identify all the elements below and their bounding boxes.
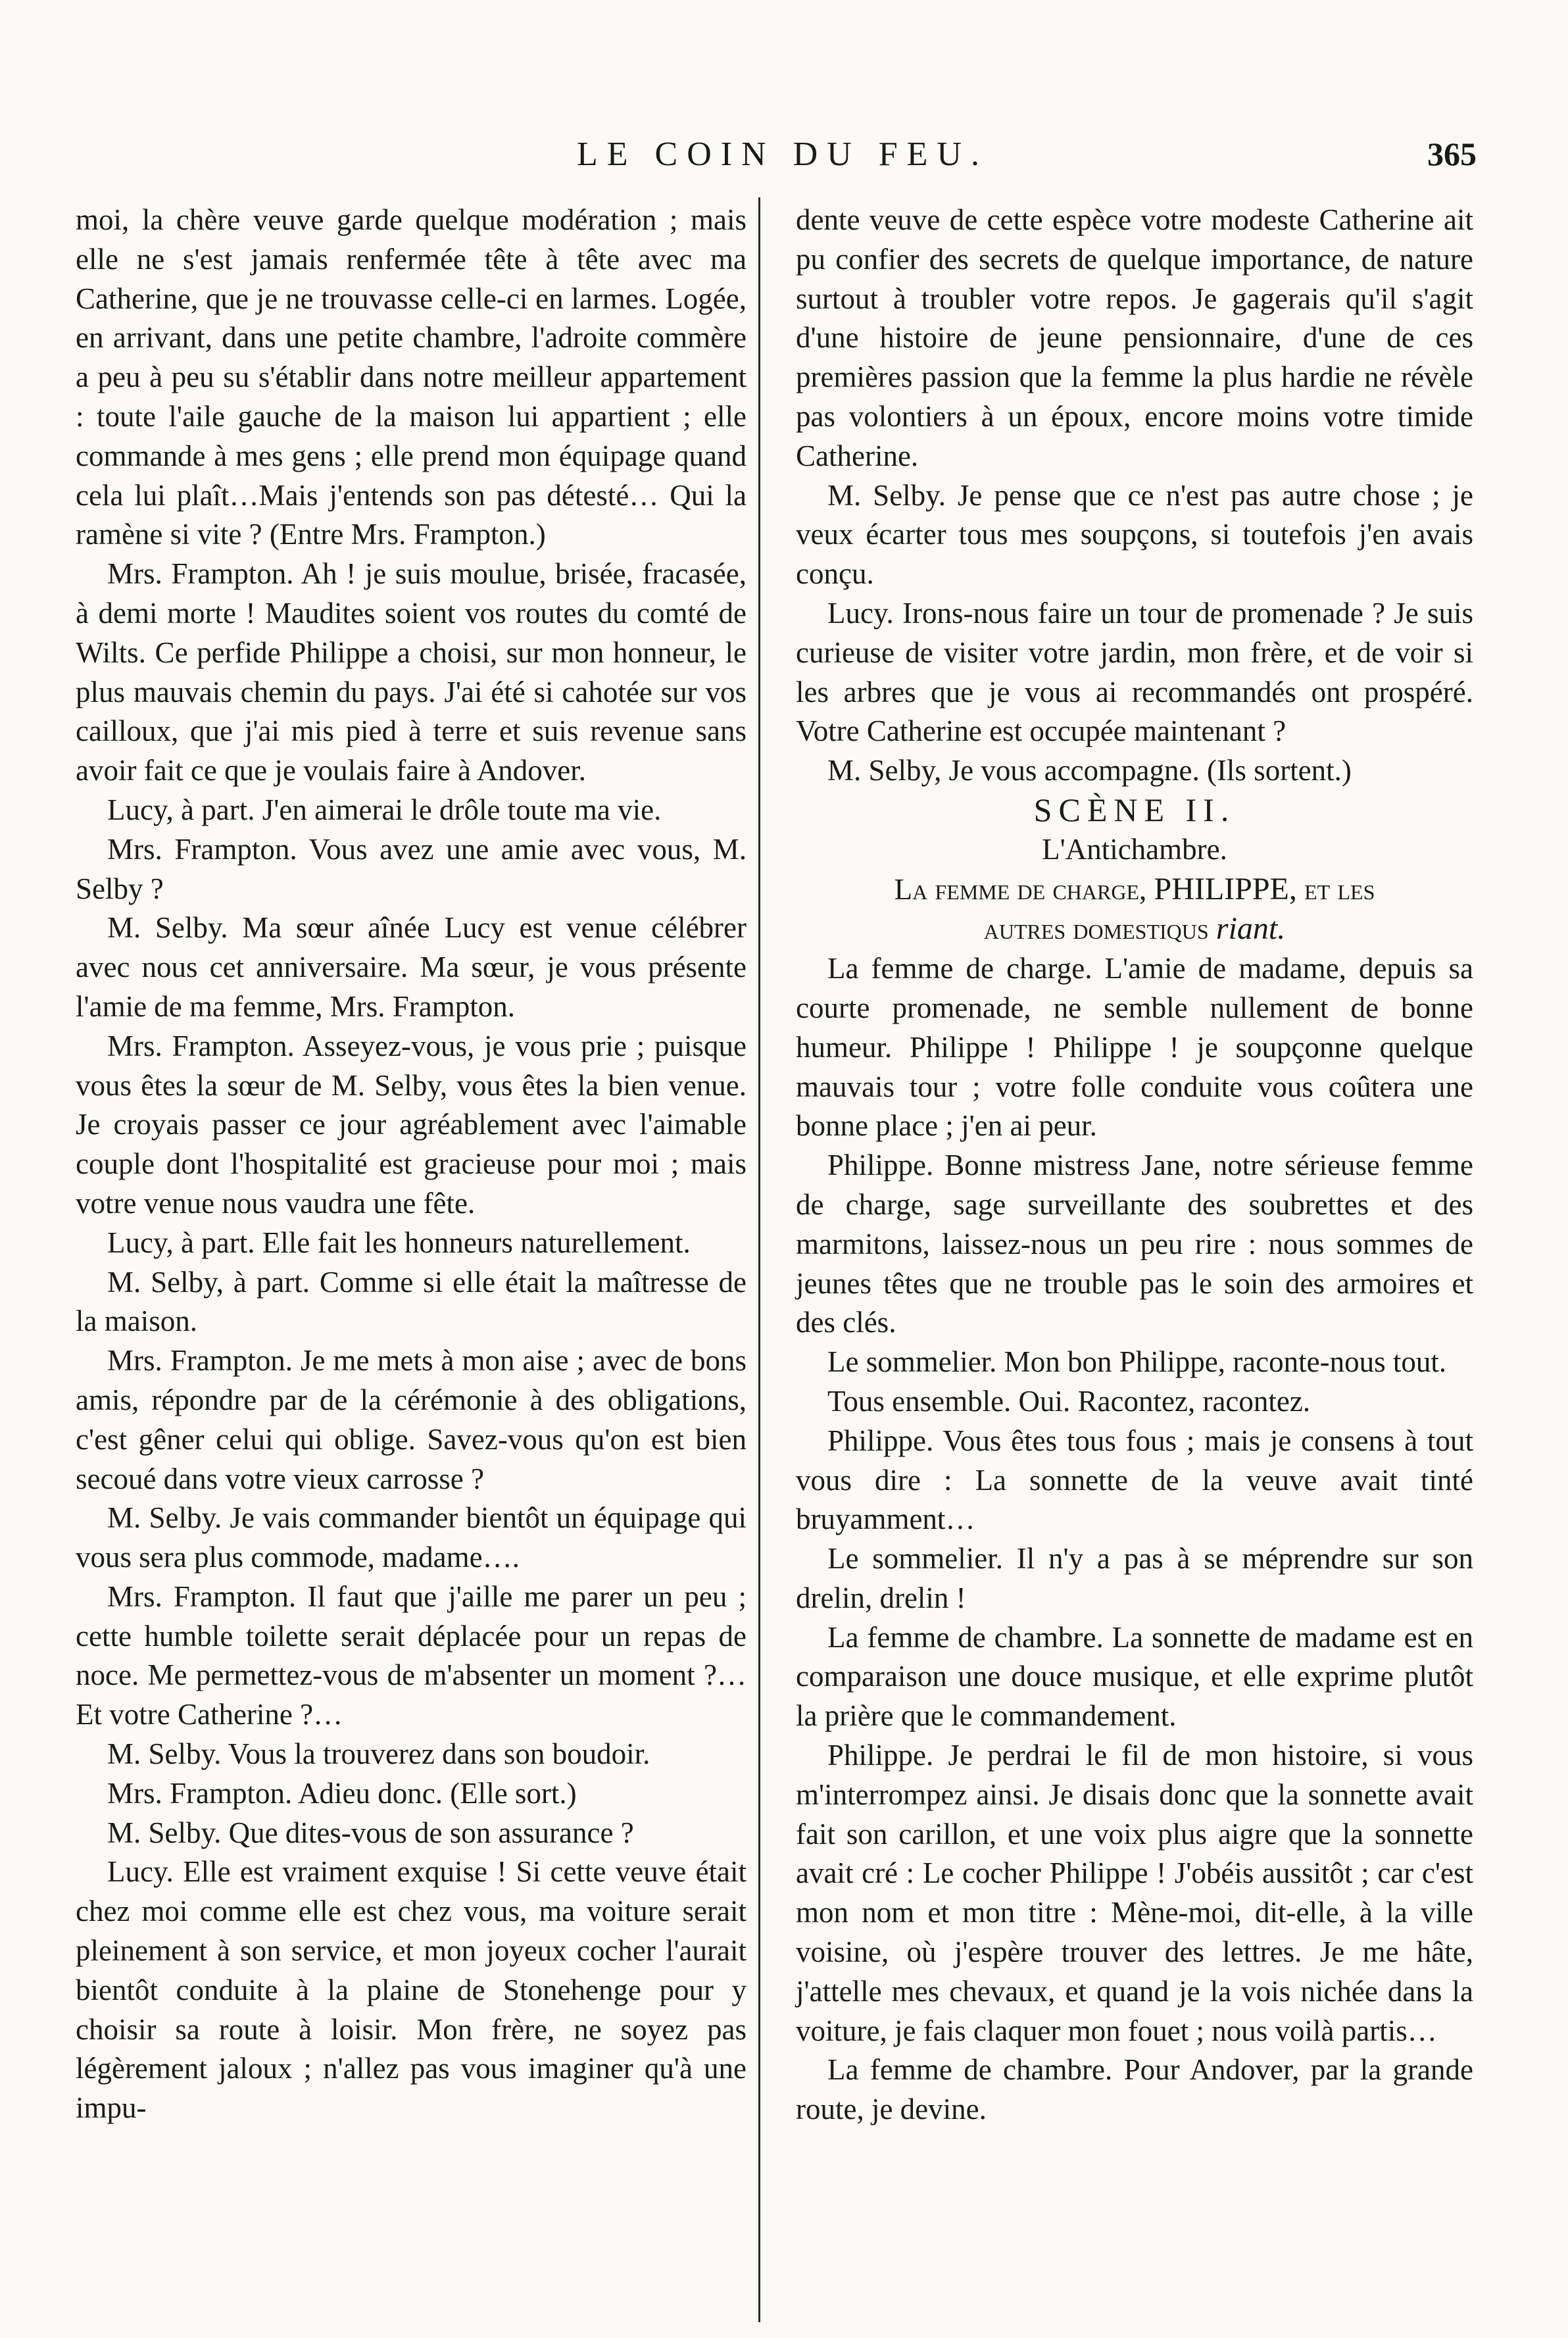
paragraph: M. Selby. Je pense que ce n'est pas autre chose ; je veux écarter tous mes soupçons, si toutefois j'en avais conçu.: [796, 478, 1473, 591]
paragraph: Mrs. Frampton. Adieu donc. (Elle sort.): [107, 1776, 577, 1810]
paragraph: Philippe. Je perdrai le fil de mon histoire, si vous m'interrompez ainsi. Je disais donc que la sonnette avait fait son carillon, et une voix plus aigre que la sonnette avait cré : Le cocher Philippe ! J'obéis aussitôt ; car c'est mon nom et mon titre : Mène-moi, dit-elle, à la ville voisine, où j'espère trouver des lettres. Je me hâte, j'attelle mes chevaux, et quand je la vois nichée dans la voiture, je fais claquer mon fouet ; nous voilà partis…: [796, 1739, 1473, 2047]
cast-part: PHILIPPE,: [1154, 871, 1297, 907]
cast-part: et les: [1304, 872, 1375, 906]
paragraph: Philippe. Bonne mistress Jane, notre sérieuse femme de charge, sage surveillante des soubrettes et des marmitons, laissez-nous un peu rire : nous sommes de jeunes têtes que ne trouble pas le soin des armoires et des clés.: [796, 1149, 1473, 1339]
cast-part: riant.: [1215, 911, 1286, 947]
paragraph: Tous ensemble. Oui. Racontez, racontez.: [827, 1384, 1311, 1418]
paragraph: La femme de charge. L'amie de madame, depuis sa courte promenade, ne semble nullement de bonne humeur. Philippe ! Philippe ! je soupçonne quelque mauvais tour ; votre folle conduite vous coûtera une bonne place ; j'en ai peur.: [796, 952, 1473, 1143]
paragraph: Le sommelier. Il n'y a pas à se méprendre sur son drelin, drelin !: [796, 1542, 1473, 1614]
running-title: LE COIN DU FEU.: [577, 136, 989, 173]
paragraph: Lucy, à part. Elle fait les honneurs naturellement.: [107, 1226, 691, 1259]
scene-title: SCÈNE II.: [1033, 791, 1236, 828]
page-header: [72, 135, 1493, 187]
cast-list: [796, 870, 1473, 950]
paragraph: M. Selby. Ma sœur aînée Lucy est venue célébrer avec nous cet anniversaire. Ma sœur, je vous présente l'amie de ma femme, Mrs. Frampton.: [76, 911, 747, 1023]
paragraph: Mrs. Frampton. Je me mets à mon aise ; avec de bons amis, répondre par de la cérémonie à des obligations, c'est gêner celui qui oblige. Savez-vous qu'on est bien secoué dans votre vieux carrosse ?: [76, 1344, 747, 1495]
paragraph: La femme de chambre. Pour Andover, par la grande route, je devine.: [796, 2053, 1473, 2126]
paragraph: Lucy. Irons-nous faire un tour de promenade ? Je suis curieuse de visiter votre jardin, mon frère, et de voir si les arbres que je vous ai recommandés ont prospéré. Votre Catherine est occupée maintenant ?: [796, 596, 1473, 748]
paragraph: Mrs. Frampton. Asseyez-vous, je vous prie ; puisque vous êtes la sœur de M. Selby, vous êtes la bien venue. Je croyais passer ce jour agréablement avec l'aimable couple dont l'hospitalité est gracieuse pour moi ; mais votre venue nous vaudra une fête.: [76, 1029, 747, 1220]
paragraph: Le sommelier. Mon bon Philippe, raconte-nous tout.: [827, 1345, 1447, 1379]
scene-place: L'Antichambre.: [1042, 832, 1227, 866]
paragraph: M. Selby. Que dites-vous de son assurance ?: [107, 1816, 634, 1849]
paragraph: M. Selby, Je vous accompagne. (Ils sortent.): [827, 754, 1352, 787]
paragraph: Lucy. Elle est vraiment exquise ! Si cette veuve était chez moi comme elle est chez vous, ma voiture serait pleinement à son service, et mon joyeux cocher l'aurait bientôt conduite à la plaine de Stonehenge pour y choisir sa route à loisir. Mon frère, ne soyez pas légèrement jaloux ; n'allez pas vous imaginer qu'à une impu-: [76, 1855, 747, 2125]
paragraph: Mrs. Frampton. Ah ! je suis moulue, brisée, fracasée, à demi morte ! Maudites soient vos routes du comté de Wilts. Ce perfide Philippe a choisi, sur mon honneur, le plus mauvais chemin du pays. J'ai été si cahotée sur vos cailloux, que j'ai mis pied à terre et suis revenue sans avoir fait ce que je voulais faire à Andover.: [76, 557, 747, 787]
column-divider: [758, 197, 760, 2322]
page-number: 365: [1427, 136, 1477, 172]
paragraph: Mrs. Frampton. Vous avez une amie avec vous, M. Selby ?: [76, 832, 747, 905]
right-column: [796, 201, 1473, 2129]
cast-part: autres domestiqus: [983, 912, 1209, 946]
paragraph: M. Selby. Vous la trouverez dans son boudoir.: [107, 1737, 650, 1771]
paragraph: La femme de chambre. La sonnette de madame est en comparaison une douce musique, et elle exprime plutôt la prière que le commandement.: [796, 1620, 1473, 1733]
paragraph: M. Selby, à part. Comme si elle était la maîtresse de la maison.: [76, 1265, 747, 1338]
paragraph: Mrs. Frampton. Il faut que j'aille me parer un peu ; cette humble toilette serait déplacée pour un repas de noce. Me permettez-vous de m'absenter un moment ?… Et votre Catherine ?…: [76, 1579, 747, 1731]
paragraph: moi, la chère veuve garde quelque modération ; mais elle ne s'est jamais renfermée tête à tête avec ma Catherine, que je ne trouvasse celle-ci en larmes. Logée, en arrivant, dans une petite chambre, l'adroite commère a peu à peu su s'établir dans notre meilleur appartement : toute l'aile gauche de la maison lui appartient ; elle commande à mes gens ; elle prend mon équipage quand cela lui plaît…Mais j'entends son pas détesté… Qui la ramène si vite ? (Entre Mrs. Frampton.): [76, 203, 747, 551]
paragraph: Lucy, à part. J'en aimerai le drôle toute ma vie.: [107, 793, 662, 826]
cast-part: La femme de charge,: [894, 872, 1147, 906]
left-column: [76, 201, 747, 2128]
paragraph: M. Selby. Je vais commander bientôt un équipage qui vous sera plus commode, madame….: [76, 1501, 747, 1574]
paragraph: dente veuve de cette espèce votre modeste Catherine ait pu confier des secrets de quelque importance, de nature surtout à troubler votre repos. Je gagerais qu'il s'agit d'une histoire de jeune pensionnaire, d'une de ces premières passion que la femme la plus hardie ne révèle pas volontiers à un époux, encore moins votre timide Catherine.: [796, 203, 1473, 472]
paragraph: Philippe. Vous êtes tous fous ; mais je consens à tout vous dire : La sonnette de la veuve avait tinté bruyamment…: [796, 1424, 1473, 1536]
